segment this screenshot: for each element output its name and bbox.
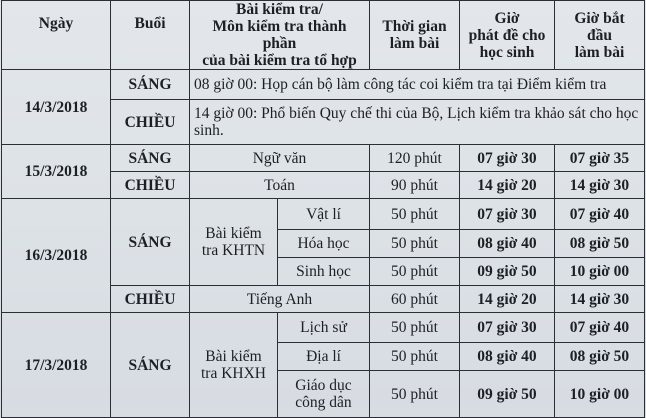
group-cell: [190, 199, 278, 286]
distribute-time-cell: 07 giờ 30: [460, 313, 555, 343]
distribute-time-cell: 08 giờ 40: [460, 343, 555, 371]
subject-cell: Vật lí: [278, 199, 370, 230]
group-line2: tra KHTN: [201, 242, 266, 259]
header-duration: [370, 1, 460, 70]
date-cell: 17/3/2018: [2, 313, 111, 418]
header-start-line3: làm bài: [574, 43, 625, 61]
session-cell: SÁNG: [111, 145, 190, 172]
header-start-line1: Giờ bắt: [574, 9, 625, 27]
group-line2: tra KHXH: [201, 365, 266, 382]
header-duration-line1: Thời gian: [382, 18, 447, 35]
subject-line1: Giáo dục: [295, 377, 352, 394]
header-distribute: [460, 1, 555, 70]
header-session: Buổi: [111, 1, 190, 70]
duration-cell: 50 phút: [370, 199, 460, 230]
duration-cell: 50 phút: [370, 258, 460, 286]
subject-cell: [278, 371, 370, 418]
subject-cell: Sinh học: [278, 258, 370, 286]
session-cell: SÁNG: [111, 313, 190, 418]
duration-cell: 90 phút: [370, 172, 460, 199]
distribute-time-cell: 07 giờ 30: [460, 199, 555, 230]
session-cell: CHIỀU: [111, 172, 190, 199]
group-line1: Bài kiểm: [205, 348, 262, 365]
session-cell: CHIỀU: [111, 100, 190, 145]
table-row: [2, 70, 645, 100]
header-start: [555, 1, 645, 70]
session-cell: CHIỀU: [111, 286, 190, 313]
note-cell: 08 giờ 00: Họp cán bộ làm công tác coi kiểm tra tại Điểm kiểm tra: [190, 70, 645, 100]
start-time-cell: 08 giờ 50: [555, 230, 645, 258]
header-subject-line2: Môn kiểm tra thành phần: [212, 18, 347, 52]
duration-cell: 50 phút: [370, 313, 460, 343]
start-time-cell: 08 giờ 50: [555, 343, 645, 371]
start-time-cell: 07 giờ 40: [555, 199, 645, 230]
header-distribute-line1: Giờ: [494, 9, 520, 27]
table-row: [2, 145, 645, 172]
header-duration-line2: làm bài: [389, 35, 440, 52]
group-cell: [190, 313, 278, 418]
start-time-cell: 07 giờ 40: [555, 313, 645, 343]
table-row: [2, 199, 645, 230]
duration-cell: 50 phút: [370, 371, 460, 418]
header-start-line2: đầu: [587, 26, 612, 44]
start-time-cell: 07 giờ 35: [555, 145, 645, 172]
duration-cell: 50 phút: [370, 343, 460, 371]
duration-cell: 50 phút: [370, 230, 460, 258]
header-subject: [190, 1, 370, 70]
header-subject-line3: của bài kiểm tra tổ hợp: [202, 52, 357, 69]
header-row: [2, 1, 645, 70]
note-cell: 14 giờ 00: Phổ biến Quy chế thi của Bộ, Lịch kiểm tra khảo sát cho học sinh.: [190, 100, 645, 145]
subject-cell: Địa lí: [278, 343, 370, 371]
distribute-time-cell: 14 giờ 20: [460, 286, 555, 313]
distribute-time-cell: 08 giờ 40: [460, 230, 555, 258]
distribute-time-cell: 09 giờ 50: [460, 258, 555, 286]
date-cell: 16/3/2018: [2, 199, 111, 313]
subject-cell: Hóa học: [278, 230, 370, 258]
duration-cell: 60 phút: [370, 286, 460, 313]
start-time-cell: 10 giờ 00: [555, 258, 645, 286]
date-cell: 15/3/2018: [2, 145, 111, 199]
distribute-time-cell: 14 giờ 20: [460, 172, 555, 199]
exam-schedule-table: [1, 0, 645, 418]
group-line1: Bài kiểm: [205, 225, 262, 242]
subject-cell: Lịch sử: [278, 313, 370, 343]
header-distribute-line3: học sinh: [479, 43, 535, 61]
header-subject-line1: Bài kiểm tra/: [236, 1, 323, 18]
start-time-cell: 14 giờ 30: [555, 172, 645, 199]
table-row: [2, 313, 645, 343]
start-time-cell: 10 giờ 00: [555, 371, 645, 418]
header-distribute-line2: phát đề cho: [468, 26, 546, 44]
duration-cell: 120 phút: [370, 145, 460, 172]
session-cell: SÁNG: [111, 199, 190, 286]
header-date: Ngày: [2, 1, 111, 70]
session-cell: SÁNG: [111, 70, 190, 100]
start-time-cell: 14 giờ 30: [555, 286, 645, 313]
subject-cell: Tiếng Anh: [190, 286, 370, 313]
date-cell: 14/3/2018: [2, 70, 111, 145]
subject-line2: công dân: [295, 394, 352, 411]
distribute-time-cell: 09 giờ 50: [460, 371, 555, 418]
subject-cell: Toán: [190, 172, 370, 199]
subject-cell: Ngữ văn: [190, 145, 370, 172]
distribute-time-cell: 07 giờ 30: [460, 145, 555, 172]
